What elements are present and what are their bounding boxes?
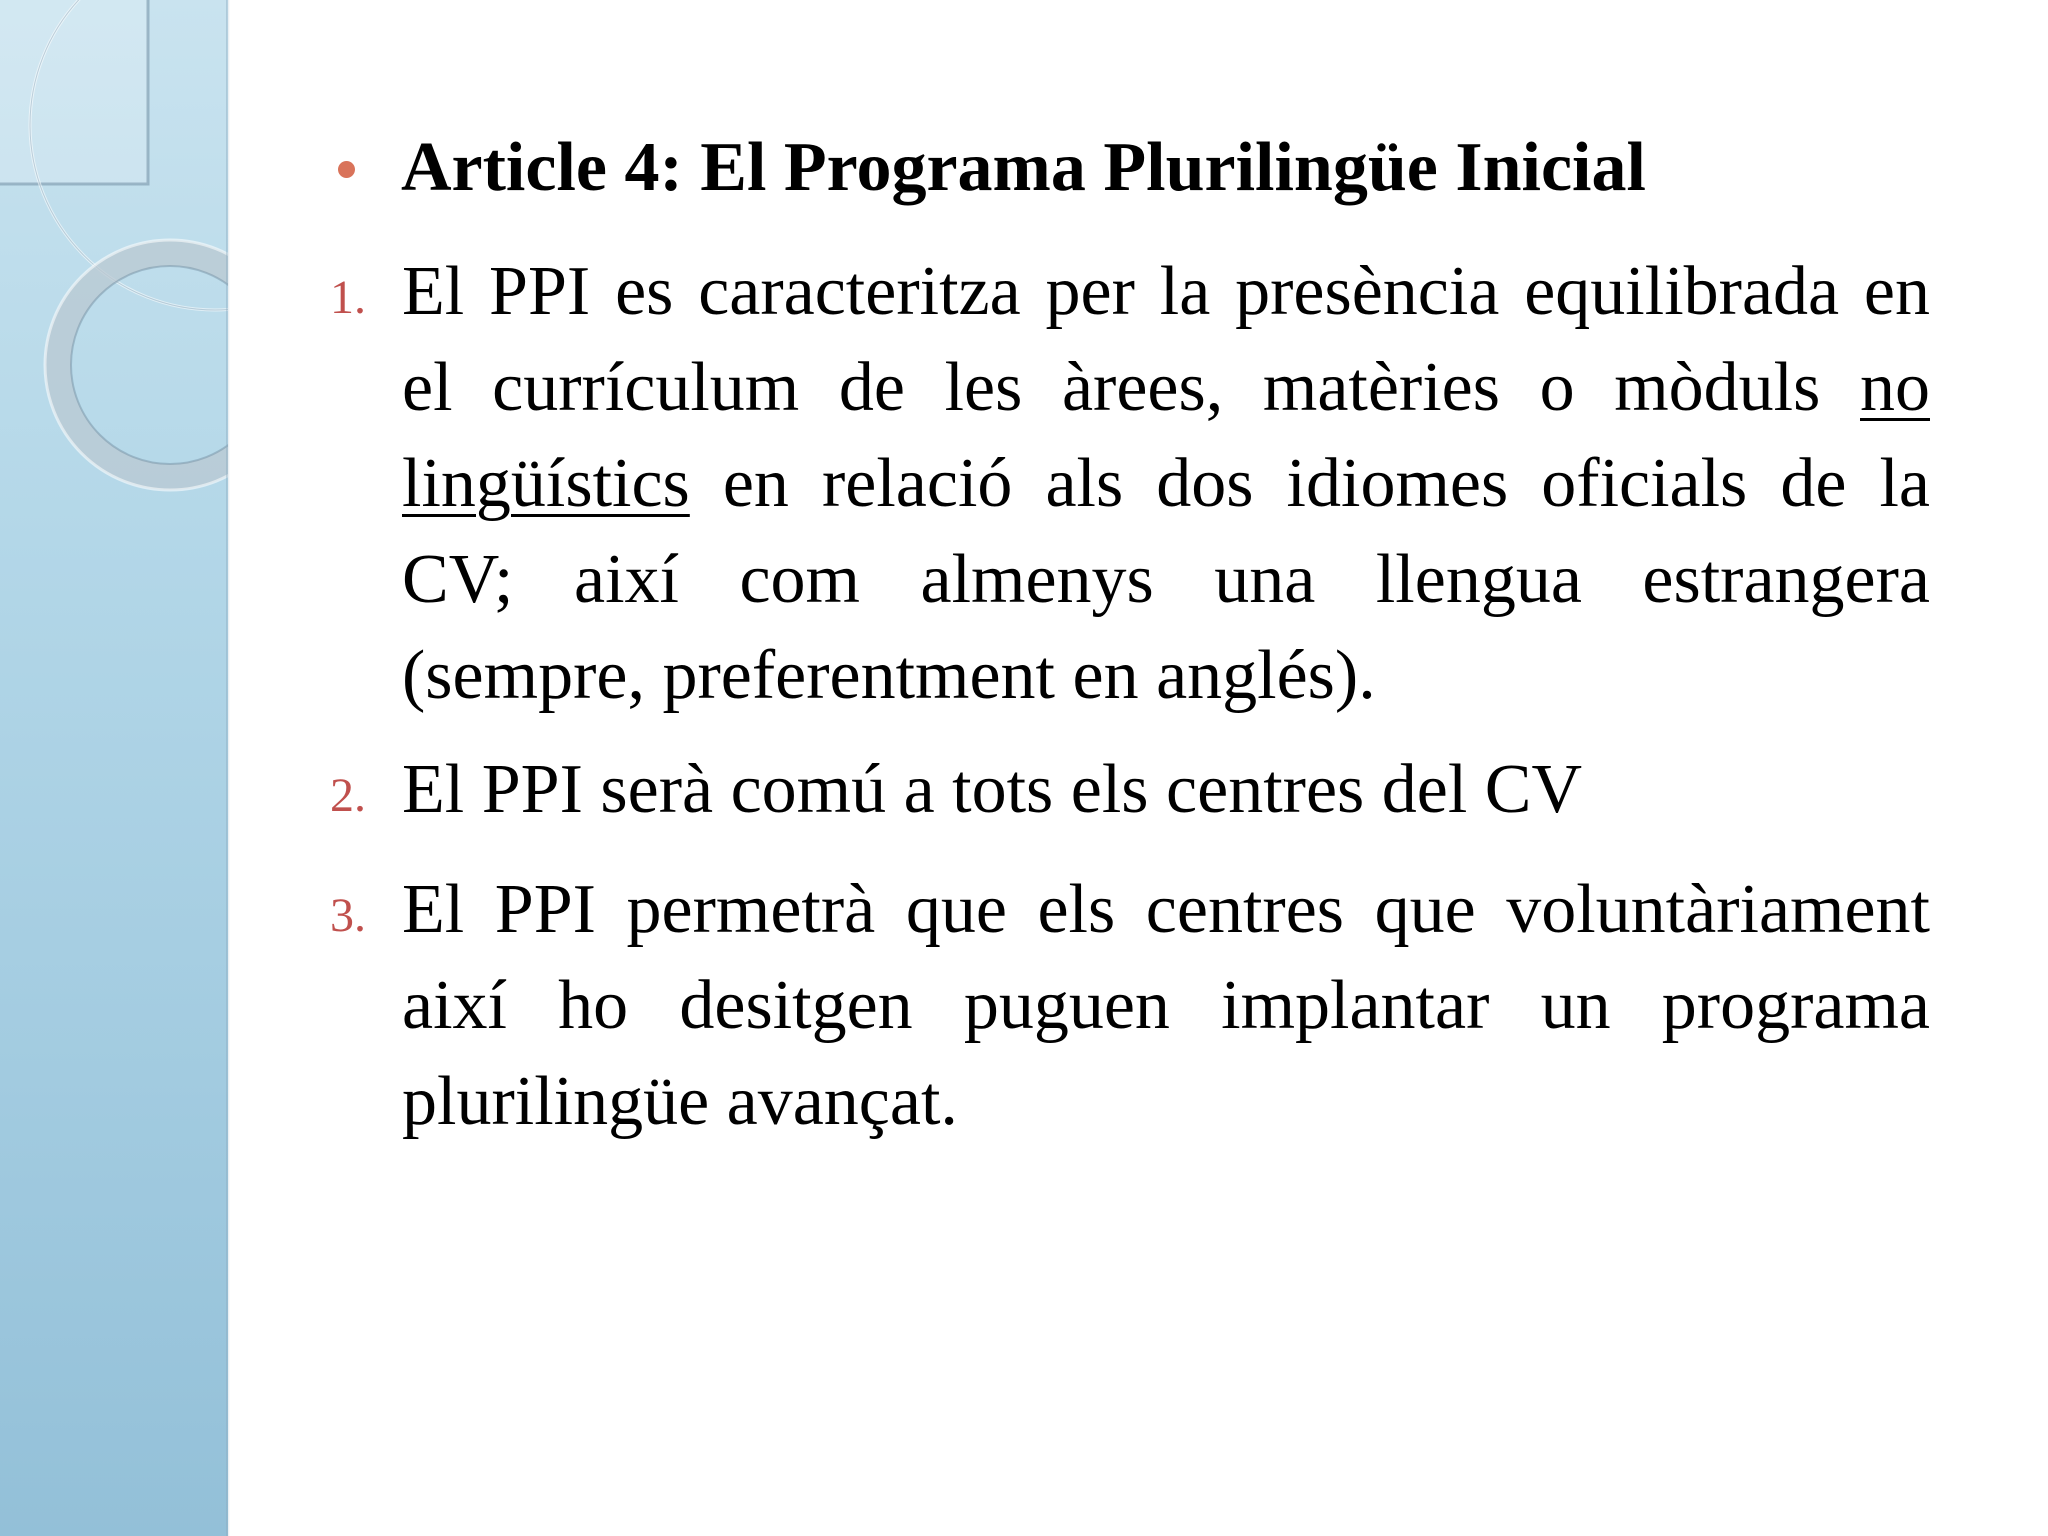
list-item-number: 2. [330, 769, 366, 822]
list-item-number: 3. [330, 889, 366, 942]
slide-heading: Article 4: El Programa Plurilingüe Inicial [401, 129, 1646, 206]
heading-row [330, 120, 1930, 216]
list-item-2 [330, 742, 1930, 844]
decorative-sidebar [0, 0, 228, 1536]
list-item-text [402, 244, 1930, 724]
bullet-dot-icon [338, 161, 355, 178]
list-item-1 [330, 244, 1930, 724]
slide-content [330, 120, 1930, 1168]
list-item-text-before: El PPI es caracteritza per la presència equilibrada en el currículum de les àrees, matèries o mòduls [402, 253, 1930, 426]
underlined-term: no lingüístics [402, 349, 1930, 522]
decorative-circles-graphic [0, 0, 228, 1536]
sidebar-edge-shadow [226, 0, 230, 1536]
list-item-text: El PPI serà comú a tots els centres del CV [402, 751, 1583, 828]
list-item-text: El PPI permetrà que els centres que voluntàriament així ho desitgen puguen implantar un programa plurilingüe avançat. [402, 871, 1930, 1140]
list-item-number: 1. [330, 271, 366, 324]
list-item-text-after: en relació als dos idiomes oficials de la CV; així com almenys una llengua estrangera (sempre, preferentment en anglés). [402, 445, 1930, 714]
list-item-3 [330, 862, 1930, 1150]
